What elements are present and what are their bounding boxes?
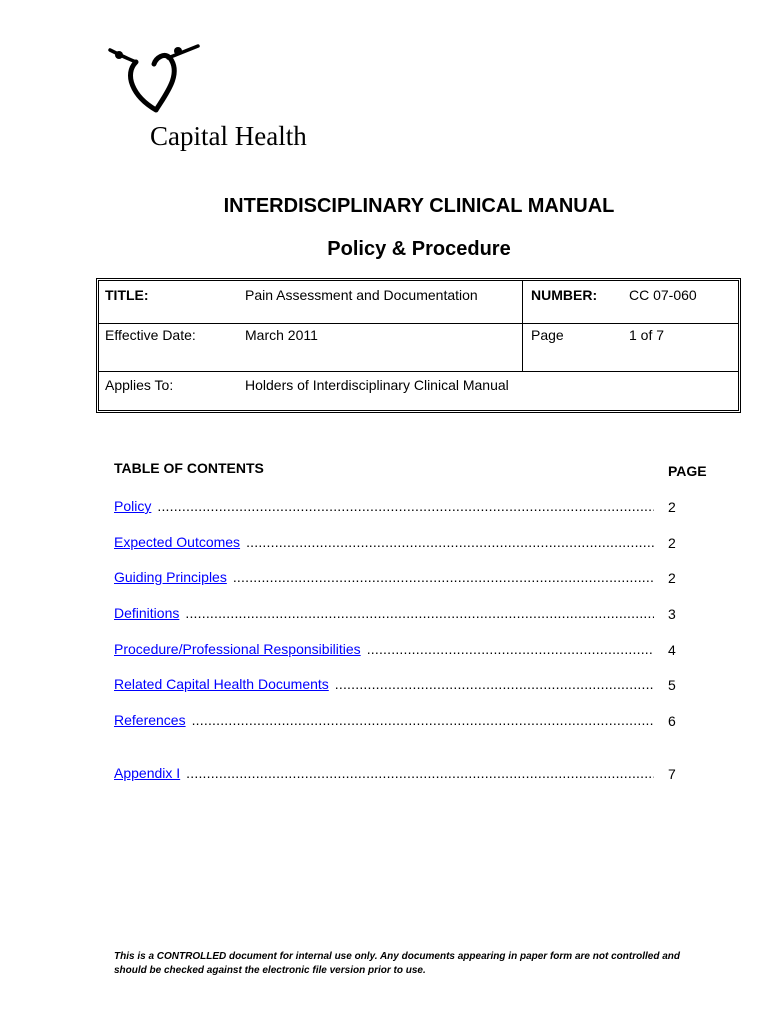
toc-leader-dots: [186, 765, 654, 781]
policy-info-table: [96, 278, 741, 413]
effective-date-value: March 2011: [245, 327, 318, 343]
column-divider: [522, 281, 523, 371]
controlled-document-note: This is a CONTROLLED document for internal use only. Any documents appearing in paper form are not controlled and should be checked against the electronic file version prior to use.: [114, 951, 680, 976]
org-name: Capital Health: [150, 121, 307, 151]
toc-link[interactable]: References: [114, 712, 186, 728]
toc-leader-dots: [246, 534, 654, 550]
toc-leader-dots: [233, 569, 654, 585]
toc-link[interactable]: Appendix I: [114, 765, 181, 781]
toc-page-number: 7: [668, 766, 676, 782]
toc-leader-dots: [192, 712, 654, 728]
effective-date-label: Effective Date:: [105, 327, 196, 343]
toc-page-number: 6: [668, 713, 676, 729]
page-value: 1 of 7: [629, 327, 665, 343]
toc-heading: TABLE OF CONTENTS: [114, 460, 264, 476]
row-divider: [99, 323, 738, 324]
toc-page-number: 3: [668, 606, 676, 622]
number-label: NUMBER:: [531, 287, 598, 303]
toc-leader-dots: [185, 605, 654, 621]
toc-link[interactable]: Related Capital Health Documents: [114, 676, 329, 692]
toc-page-number: 2: [668, 535, 676, 551]
toc-link[interactable]: Guiding Principles: [114, 569, 227, 585]
capital-health-logo: [108, 44, 204, 114]
toc-leader-dots: [335, 676, 654, 692]
toc-entry-expected-outcomes[interactable]: [114, 534, 654, 554]
toc-page-heading: PAGE: [668, 463, 707, 479]
toc-leader-dots: [157, 498, 654, 514]
number-value: CC 07-060: [629, 287, 697, 303]
toc-page-number: 2: [668, 499, 676, 515]
toc-leader-dots: [367, 641, 654, 657]
title-value: Pain Assessment and Documentation: [245, 287, 478, 303]
doc-type-heading: Policy & Procedure: [327, 238, 511, 260]
toc-entry-references[interactable]: [114, 712, 654, 732]
toc-link[interactable]: Policy: [114, 498, 152, 514]
page-label: Page: [531, 327, 564, 343]
title-label: TITLE:: [105, 287, 149, 303]
toc-entry-guiding-principles[interactable]: [114, 569, 654, 589]
toc-entry-procedure[interactable]: [114, 641, 654, 661]
toc-entry-appendix[interactable]: [114, 765, 654, 785]
toc-link[interactable]: Procedure/Professional Responsibilities: [114, 641, 361, 657]
toc-link[interactable]: Expected Outcomes: [114, 534, 241, 550]
toc-entry-policy[interactable]: [114, 498, 654, 518]
toc-page-number: 4: [668, 642, 676, 658]
manual-title: INTERDISCIPLINARY CLINICAL MANUAL: [223, 195, 615, 217]
row-divider: [99, 371, 738, 372]
applies-to-label: Applies To:: [105, 377, 174, 393]
toc-entry-definitions[interactable]: [114, 605, 654, 625]
applies-to-value: Holders of Interdisciplinary Clinical Manual: [245, 377, 509, 393]
toc-entry-related-documents[interactable]: [114, 676, 654, 696]
toc-page-number: 5: [668, 677, 676, 693]
toc-link[interactable]: Definitions: [114, 605, 180, 621]
toc-page-number: 2: [668, 570, 676, 586]
